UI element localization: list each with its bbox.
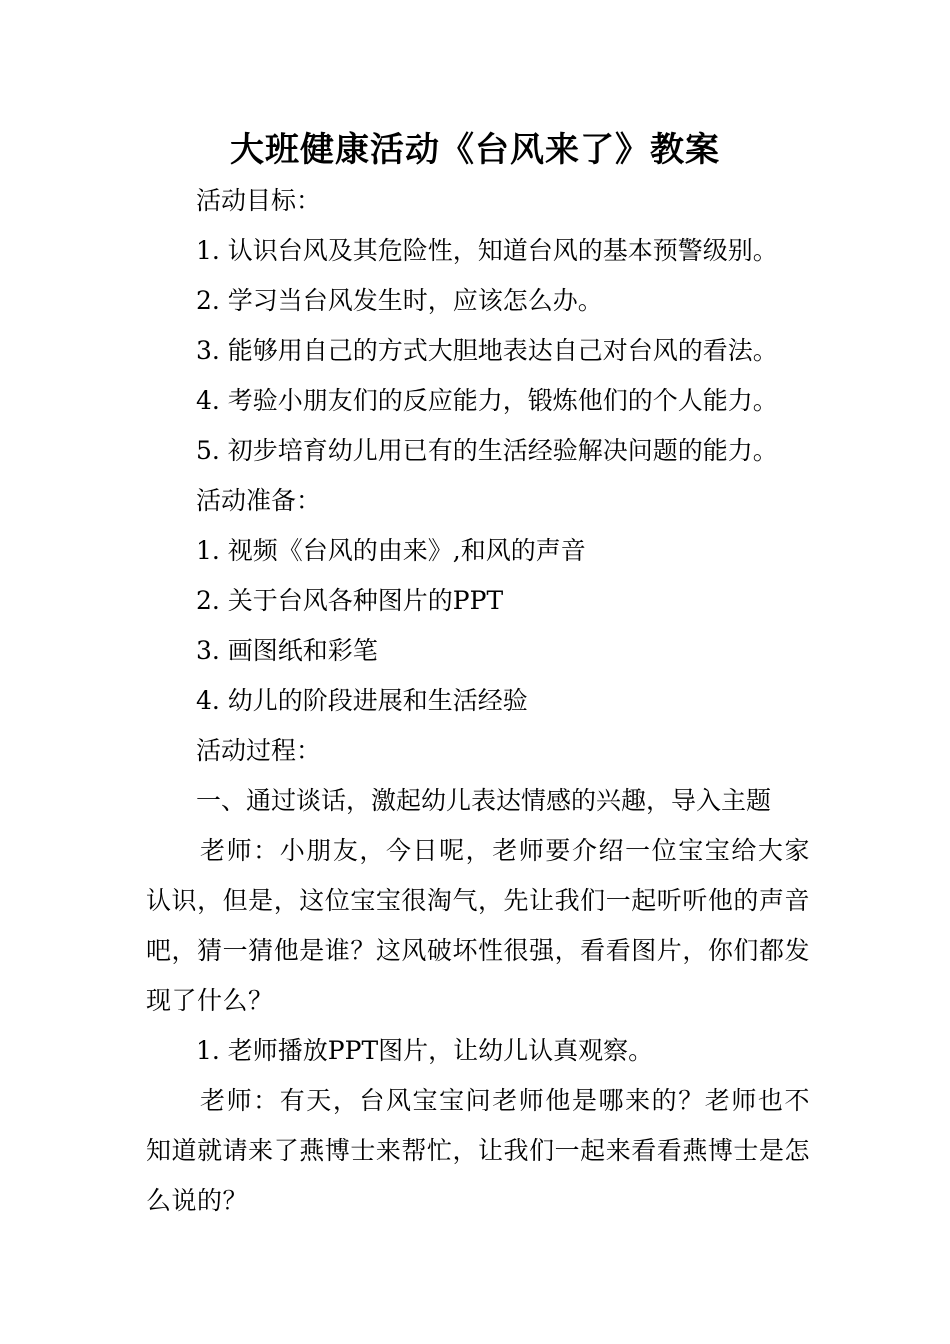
goal-item: 3. 能够用自己的方式大胆地表达自己对台风的看法。	[196, 336, 778, 365]
goal-item: 4. 考验小朋友们的反应能力，锻炼他们的个人能力。	[196, 386, 778, 415]
prep-item: 1. 视频《台风的由来》,和风的声音	[196, 536, 586, 565]
document-body	[146, 176, 810, 1226]
document-title: 大班健康活动《台风来了》教案	[230, 130, 720, 170]
goal-item: 2. 学习当台风发生时，应该怎么办。	[196, 286, 603, 315]
paragraph: 老师：小朋友，今日呢，老师要介绍一位宝宝给大家认识，但是，这位宝宝很淘气，先让我们一起听听他的声音吧，猜一猜他是谁？这风破坏性很强，看看图片，你们都发现了什么？	[146, 836, 810, 1015]
process-heading: 活动过程：	[196, 736, 322, 765]
paragraph: 老师：有天，台风宝宝问老师他是哪来的？老师也不知道就请来了燕博士来帮忙，让我们一起来看看燕博士是怎么说的？	[146, 1086, 810, 1215]
prep-item: 4. 幼儿的阶段进展和生活经验	[196, 686, 528, 715]
prep-item: 2. 关于台风各种图片的PPT	[196, 586, 504, 615]
goal-item: 1. 认识台风及其危险性，知道台风的基本预警级别。	[196, 236, 778, 265]
goal-item: 5. 初步培育幼儿用已有的生活经验解决问题的能力。	[196, 436, 778, 465]
prep-heading: 活动准备：	[196, 486, 322, 515]
step1-item: 1. 老师播放PPT图片，让幼儿认真观察。	[196, 1036, 654, 1065]
goals-heading: 活动目标：	[196, 186, 322, 215]
step1-heading: 一、通过谈话，激起幼儿表达情感的兴趣，导入主题	[196, 786, 772, 815]
prep-item: 3. 画图纸和彩笔	[196, 636, 378, 665]
